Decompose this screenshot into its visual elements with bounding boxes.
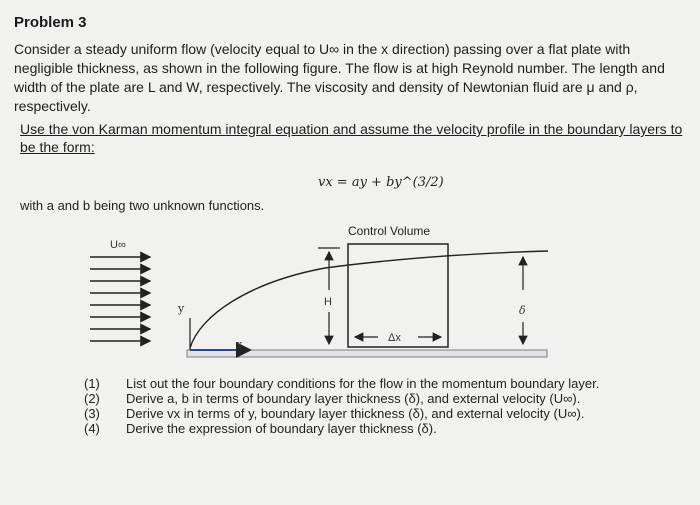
question-text: Derive vx in terms of y, boundary layer thickness (δ), and external velocity (U∞). [126,406,585,421]
question-number: (2) [84,391,100,406]
x-axis-label: x [236,338,243,351]
unknowns-note: with a and b being two unknown functions. [20,198,265,213]
velocity-profile-equation: vx = ay + by^(3/2) [318,175,444,190]
thickness-label: δ [519,304,526,317]
width-label: Δx [388,332,401,344]
question-text: Derive the expression of boundary layer thickness (δ). [126,421,437,436]
y-axis-label: y [178,302,185,315]
question-item [84,376,684,391]
freestream-label: U∞ [110,239,126,251]
height-label: H [324,296,332,308]
question-item [84,406,684,421]
question-number: (1) [84,376,100,391]
question-text: Derive a, b in terms of boundary layer thickness (δ), and external velocity (U∞). [126,391,581,406]
question-list [84,376,684,436]
flat-plate [187,350,547,357]
boundary-layer-edge [190,251,548,348]
question-item [84,391,684,406]
question-number: (4) [84,421,100,436]
question-text: List out the four boundary conditions for the flow in the momentum boundary layer. [126,376,600,391]
problem-intro: Consider a steady uniform flow (velocity equal to U∞ in the x direction) passing over a flat plate with negligible thickness, as shown in the following figure. The flow is at high Reynold number. The length and width of the plate are L and W, respectively. The viscosity and density of Newtonian fluid are μ and ρ, respectively. [14,41,665,114]
control-volume-label: Control Volume [348,224,431,238]
question-item [84,421,684,436]
problem-instruction: Use the von Karman momentum integral equation and assume the velocity profile in the boundary layers to be the form: [20,121,683,155]
freestream-arrows [90,257,150,341]
question-number: (3) [84,406,100,421]
problem-title: Problem 3 [14,14,87,31]
